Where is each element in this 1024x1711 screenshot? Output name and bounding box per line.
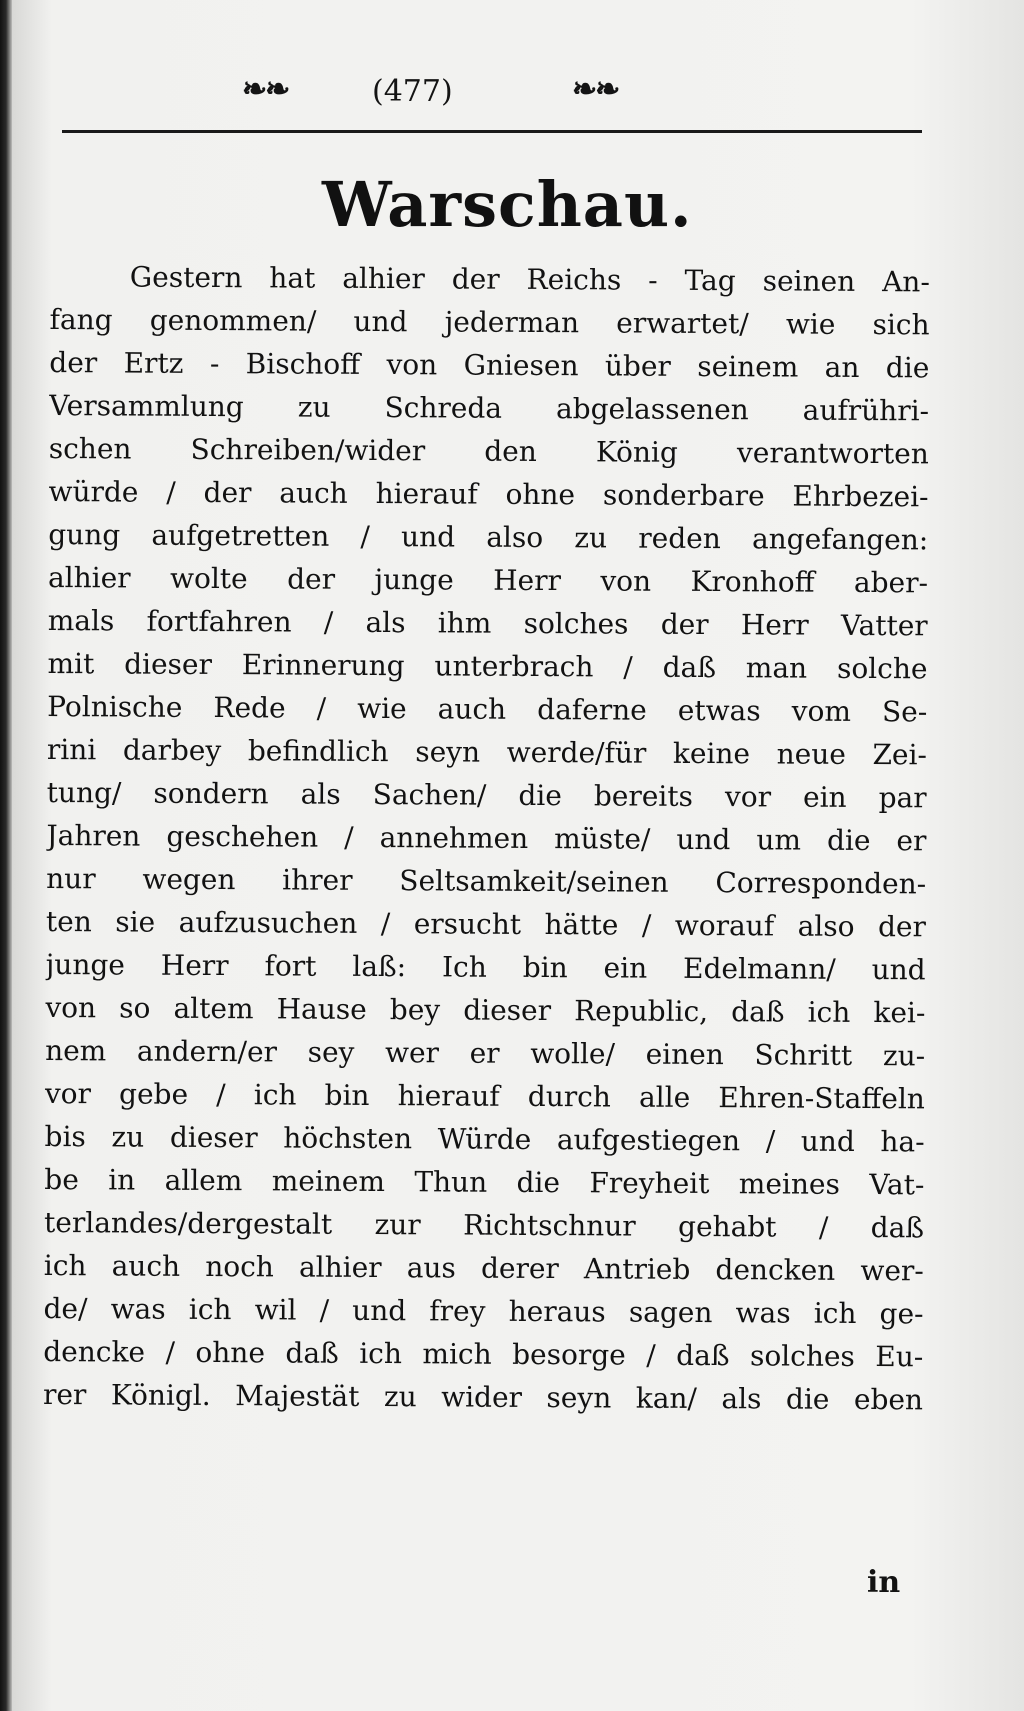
text-line: Polnische Rede / wie auch daferne etwas vom Se- xyxy=(47,689,928,729)
text-line: nem andern/er sey wer er wolle/ einen Schritt zu- xyxy=(45,1033,926,1073)
text-line: dencke / ohne daß ich mich besorge / daß solches Eu- xyxy=(43,1334,924,1374)
ornament-right-icon: ❧❧ xyxy=(572,72,619,107)
text-line: rini darbey befindlich seyn werde/für keine neue Zei- xyxy=(46,732,928,772)
text-line: vor gebe / ich bin hierauf durch alle Ehren-Staffeln xyxy=(44,1076,925,1116)
text-line: rer Königl. Majestät zu wider seyn kan/ als die eben xyxy=(42,1377,924,1417)
text-line: fang genommen/ und jederman erwartet/ wie sich xyxy=(49,302,930,342)
text-line: Versammlung zu Schreda abgelassenen aufrühri- xyxy=(48,388,930,428)
text-line: alhier wolte der junge Herr von Kronhoff aber- xyxy=(47,560,929,600)
text-line: würde / der auch hierauf ohne sonderbare Ehrbezei- xyxy=(48,474,929,514)
text-line: Jahren geschehen / annehmen müste/ und um die er xyxy=(46,818,927,858)
page-sheet xyxy=(12,0,1024,1711)
text-line: von so altem Hause bey dieser Republic, daß ich kei- xyxy=(45,990,926,1030)
article-body xyxy=(43,255,930,1421)
text-line: junge Herr fort laß: Ich bin ein Edelmann/ und xyxy=(45,947,926,987)
text-line: der Ertz - Bischoff von Gniesen über seinem an die xyxy=(49,345,930,385)
text-line: mals fortfahren / als ihm solches der Herr Vatter xyxy=(47,603,928,643)
catchword: in xyxy=(867,1565,901,1600)
section-title: Warschau. xyxy=(322,168,693,241)
running-header xyxy=(242,68,682,118)
text-line: terlandes/dergestalt zur Richtschnur gehabt / daß xyxy=(43,1205,925,1245)
text-line: mit dieser Erinnerung unterbrach / daß man solche xyxy=(47,646,928,686)
text-line: tung/ sondern als Sachen/ die bereits vor ein par xyxy=(46,775,927,815)
text-line: ich auch noch alhier aus derer Antrieb dencken wer- xyxy=(43,1248,924,1288)
text-line: be in allem meinem Thun die Freyheit meines Vat- xyxy=(44,1162,925,1202)
text-line: ten sie aufzusuchen / ersucht hätte / worauf also der xyxy=(45,904,927,944)
text-line: Gestern hat alhier der Reichs - Tag seinen An- xyxy=(129,260,930,299)
text-line: schen Schreiben/wider den König verantworten xyxy=(48,431,929,471)
text-line: bis zu dieser höchsten Würde aufgestiegen / und ha- xyxy=(44,1119,925,1159)
header-rule xyxy=(62,130,922,133)
book-binding-edge xyxy=(0,0,12,1711)
text-line: de/ was ich wil / und frey heraus sagen was ich ge- xyxy=(43,1291,924,1331)
page-number: (477) xyxy=(372,74,453,109)
text-line: nur wegen ihrer Seltsamkeit/seinen Corresponden- xyxy=(46,861,927,901)
ornament-left-icon: ❧❧ xyxy=(242,72,289,107)
text-line: gung aufgetretten / und also zu reden angefangen: xyxy=(48,517,929,557)
